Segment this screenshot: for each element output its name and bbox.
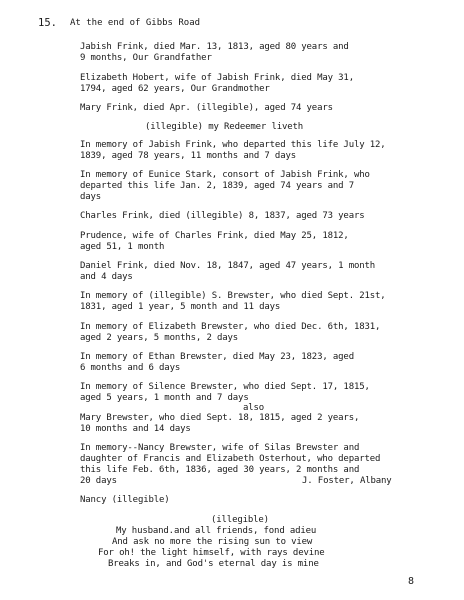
text-line: In memory of (illegible) S. Brewster, who died Sept. 21st, [80,291,386,301]
text-line: and 4 days [80,272,133,282]
verse-line: And ask no more the rising sun to view [112,537,313,547]
text-line: 6 months and 6 days [80,363,181,373]
text-line: aged 51, 1 month [80,242,165,252]
verse-line: (illegible) [211,515,269,525]
text-line: 1794, aged 62 years, Our Grandmother [80,84,270,94]
text-line: In memory--Nancy Brewster, wife of Silas Brewster and [80,443,360,453]
text-line: In memory of Silence Brewster, who died Sept. 17, 1815, [80,382,370,392]
text-line: (illegible) my Redeemer liveth [145,122,304,132]
text-line: Mary Brewster, who died Sept. 18, 1815, aged 2 years, [80,413,360,423]
text-line: days [80,192,102,202]
verse-line: My husband.and all friends, fond adieu [116,526,317,536]
text-line: 1839, aged 78 years, 11 months and 7 days [80,151,297,161]
text-line: Nancy (illegible) [80,495,170,505]
signature-line: J. Foster, Albany [302,476,392,486]
text-line: Elizabeth Hobert, wife of Jabish Frink, died May 31, [80,73,354,83]
text-line: 10 months and 14 days [80,424,191,434]
text-line: also [243,403,265,413]
text-line: In memory of Ethan Brewster, died May 23, 1823, aged [80,352,354,362]
text-line: Daniel Frink, died Nov. 18, 1847, aged 47 years, 1 month [80,261,376,271]
text-line: Jabish Frink, died Mar. 13, 1813, aged 80 years and [80,42,349,52]
text-line: aged 2 years, 5 months, 2 days [80,333,239,343]
text-line: Mary Frink, died Apr. (illegible), aged 74 years [80,103,333,113]
text-line: aged 5 years, 1 month and 7 days [80,393,249,403]
page-number: 8 [408,576,415,587]
text-line: departed this life Jan. 2, 1839, aged 74 years and 7 [80,181,354,191]
section-number: 15. [38,17,57,29]
text-line: Charles Frink, died (illegible) 8, 1837, aged 73 years [80,211,365,221]
verse-line: For oh! the light himself, with rays devine [98,548,325,558]
text-line: this life Feb. 6th, 1836, aged 30 years, 2 months and [80,465,360,475]
section-title: At the end of Gibbs Road [70,18,201,28]
text-line: 20 days [80,476,117,486]
text-line: In memory of Eunice Stark, consort of Jabish Frink, who [80,170,370,180]
text-line: 1831, aged 1 year, 5 month and 11 days [80,302,281,312]
text-line: In memory of Elizabeth Brewster, who died Dec. 6th, 1831, [80,322,381,332]
text-line: Prudence, wife of Charles Frink, died May 25, 1812, [80,231,349,241]
text-line: 9 months, Our Grandfather [80,53,212,63]
text-line: In memory of Jabish Frink, who departed this life July 12, [80,140,386,150]
text-line: daughter of Francis and Elizabeth Osterhout, who departed [80,454,381,464]
verse-line: Breaks in, and God's eternal day is mine [108,559,319,569]
